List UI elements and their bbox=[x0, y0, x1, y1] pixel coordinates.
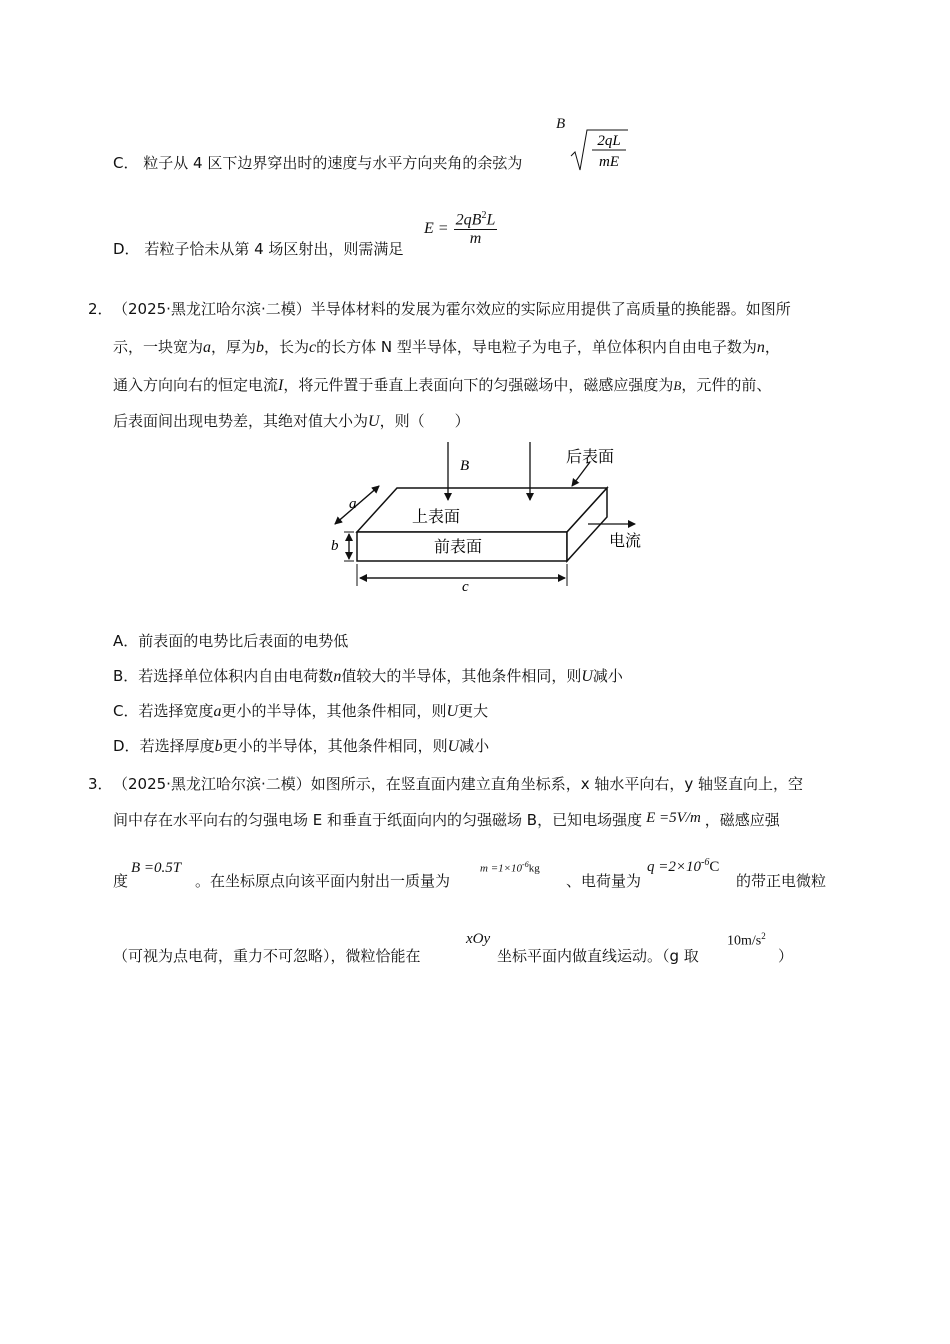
q1-option-c bbox=[113, 152, 522, 173]
q2-line-2-b: ，厚为 bbox=[211, 338, 257, 356]
q2-option-a[interactable] bbox=[113, 630, 348, 651]
q3-charge bbox=[647, 857, 719, 876]
q2-var-n: n bbox=[756, 339, 765, 356]
q1-d-formula-frac bbox=[454, 210, 498, 248]
q2-option-c[interactable] bbox=[113, 700, 488, 721]
q2-line-1: （2025·黑龙江哈尔滨·二模）半导体材料的发展为霍尔效应的实际应用提供了高质量的换能器。如图所 bbox=[113, 300, 791, 318]
q3-field-B: B =0.5T bbox=[131, 860, 182, 876]
q2-var-U: U bbox=[368, 413, 380, 430]
q2-option-c-b: 更小的半导体，其他条件相同，则 bbox=[221, 702, 447, 720]
q2-option-d-a: 若选择厚度 bbox=[139, 737, 215, 755]
q2-option-c-label: C． bbox=[113, 702, 139, 720]
fig-label-B: B bbox=[460, 458, 470, 474]
q2-line-3-c: ，元件的前、 bbox=[681, 376, 772, 394]
q3-charge-unit: C bbox=[709, 859, 720, 875]
q2-line-2-d: 的长方体 N 型半导体，导电粒子为电子，单位体积内自由电子数为 bbox=[316, 338, 757, 356]
q1-d-den: m bbox=[469, 230, 482, 248]
q3-line-2-a: 间中存在水平向右的匀强电场 E 和垂直于纸面向内的匀强磁场 B，已知电场强度 bbox=[113, 811, 643, 829]
q3-number: 3． bbox=[88, 775, 113, 793]
q2-line-2-a: 示，一块宽为 bbox=[113, 338, 204, 356]
q2-number: 2． bbox=[88, 300, 113, 318]
q3-mass-unit: kg bbox=[528, 862, 540, 875]
q2-var-c: c bbox=[309, 339, 317, 356]
q2-option-d-c: 减小 bbox=[459, 737, 490, 755]
q2-option-c-var-U: U bbox=[446, 703, 459, 720]
sqrt-sign-icon bbox=[570, 126, 630, 174]
q3-gravity bbox=[727, 931, 766, 950]
q2-option-b-var-U: U bbox=[581, 668, 593, 685]
q2-option-b[interactable] bbox=[113, 665, 623, 686]
fig-label-c: c bbox=[462, 579, 469, 595]
q3-line-3-b: 。在坐标原点向该平面内射出一质量为 bbox=[195, 872, 451, 890]
fig-label-b: b bbox=[331, 538, 339, 554]
q1-d-num-b: L bbox=[486, 211, 496, 229]
q2-line-2-e: ， bbox=[764, 338, 780, 356]
q2-option-a-text: 前表面的电势比后表面的电势低 bbox=[138, 632, 349, 650]
q3-line-3-c: 、电荷量为 bbox=[566, 872, 642, 890]
q3-gravity-value: 10m/s bbox=[727, 933, 762, 949]
q3-line-3 bbox=[113, 870, 128, 891]
q3-line-3-d: 的带正电微粒 bbox=[736, 872, 827, 890]
q1-option-d-text: 若粒子恰未从第 4 场区射出，则需满足 bbox=[144, 240, 404, 258]
q3-line-3-a: 度 bbox=[113, 872, 129, 890]
q3-line-4-c: ） bbox=[778, 947, 794, 965]
q2-option-b-label: B． bbox=[113, 667, 139, 685]
q3-charge-exp: -6 bbox=[701, 857, 710, 868]
q3-line-1: （2025·黑龙江哈尔滨·二模）如图所示，在竖直面内建立直角坐标系，x 轴水平向右，y 轴竖直向上，空 bbox=[113, 775, 804, 793]
q2-line-2 bbox=[113, 336, 780, 357]
q2-option-c-c: 更大 bbox=[458, 702, 489, 720]
q2-var-I: I bbox=[278, 377, 284, 394]
q2-option-c-a: 若选择宽度 bbox=[138, 702, 214, 720]
q2-var-b: b bbox=[256, 339, 265, 356]
q2-line-4 bbox=[113, 410, 470, 431]
q2-option-c-var-a: a bbox=[213, 703, 222, 720]
q2-option-b-b: 值较大的半导体，其他条件相同，则 bbox=[341, 667, 582, 685]
q1-option-c-text: 粒子从 4 区下边界穿出时的速度与水平方向夹角的余弦为 bbox=[143, 154, 523, 172]
q3-line-2-b: ，磁感应强 bbox=[704, 811, 780, 829]
hall-effect-figure bbox=[320, 440, 660, 600]
fig-label-front: 前表面 bbox=[434, 539, 483, 556]
q2-line-3 bbox=[113, 374, 771, 395]
fig-label-a: a bbox=[349, 496, 357, 512]
q3-line-4-b: 坐标平面内做直线运动。（g 取 bbox=[497, 947, 699, 965]
q2-option-d[interactable] bbox=[113, 735, 489, 756]
q3-line-4-a: （可视为点电荷，重力不可忽略），微粒恰能在 bbox=[113, 947, 421, 965]
q2-option-b-c: 减小 bbox=[592, 667, 623, 685]
q2-var-a: a bbox=[203, 339, 212, 356]
q1-d-num-a: 2qB bbox=[455, 211, 482, 229]
q2-option-b-a: 若选择单位体积内自由电荷数 bbox=[138, 667, 334, 685]
q3-mass bbox=[480, 860, 540, 875]
q2-var-B: B bbox=[673, 378, 682, 393]
q1-c-formula-B: B bbox=[556, 116, 566, 132]
q3-mass-value: m =1×10 bbox=[480, 862, 523, 875]
q1-c-formula-num: 2qL bbox=[597, 133, 621, 149]
q2-line-4-a: 后表面间出现电势差，其绝对值大小为 bbox=[113, 412, 369, 430]
q2-line-3-a: 通入方向向右的恒定电流 bbox=[113, 376, 279, 394]
q1-d-formula-lhs: E = bbox=[424, 220, 449, 238]
q3-mass-exp: -6 bbox=[522, 860, 529, 869]
q2-option-a-label: A． bbox=[113, 632, 139, 650]
q1-option-d-formula bbox=[424, 210, 497, 248]
q2-option-d-var-U: U bbox=[447, 738, 460, 755]
q3-charge-value: q =2×10 bbox=[647, 859, 701, 875]
q2-option-d-label: D． bbox=[113, 737, 140, 755]
q2-option-b-var-n: n bbox=[333, 668, 342, 685]
q3-plane-xOy: xOy bbox=[466, 931, 491, 947]
q2-line-4-b: ，则（ ） bbox=[379, 412, 470, 430]
q1-option-d bbox=[113, 238, 403, 259]
q3-field-E: E =5V/m bbox=[646, 810, 701, 826]
q2-line-3-b: ，将元件置于垂直上表面向下的匀强磁场中，磁感应强度为 bbox=[283, 376, 674, 394]
fig-label-top: 上表面 bbox=[412, 509, 461, 526]
q3-gravity-exp: 2 bbox=[761, 931, 766, 941]
q2-option-d-var-b: b bbox=[214, 738, 223, 755]
q3-line-2 bbox=[113, 809, 780, 830]
q1-option-d-label: D． bbox=[113, 240, 140, 258]
q2-option-d-b: 更小的半导体，其他条件相同，则 bbox=[222, 737, 448, 755]
q1-option-c-label: C． bbox=[113, 154, 139, 172]
slab-top-face bbox=[357, 488, 607, 532]
q1-c-formula-den: mE bbox=[598, 154, 619, 170]
q2-line-2-c: ，长为 bbox=[264, 338, 310, 356]
q1-d-num-sup: 2 bbox=[481, 210, 487, 221]
q1-option-c-formula bbox=[556, 116, 630, 174]
fig-label-current: 电流 bbox=[609, 533, 642, 550]
fig-label-back: 后表面 bbox=[566, 449, 615, 466]
